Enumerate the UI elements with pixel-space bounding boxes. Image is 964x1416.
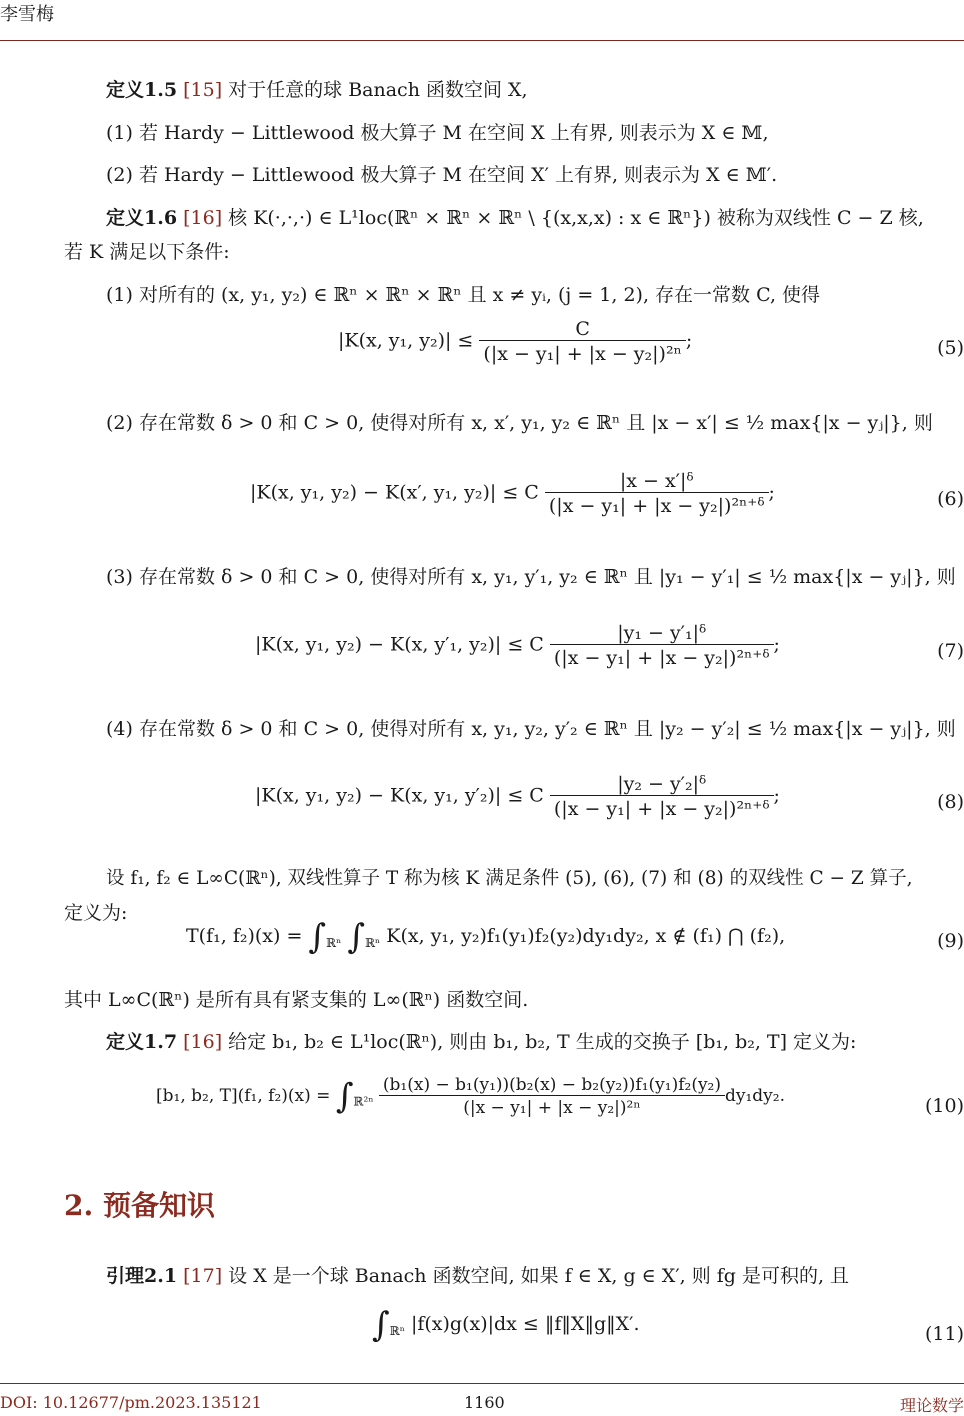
eq5-numerator: C	[575, 318, 590, 340]
def17-ref[interactable]: [16]	[183, 1031, 223, 1053]
equation-6	[250, 470, 775, 517]
footer-journal-name: 理论数学	[899, 1396, 964, 1415]
eq11-int-domain: ℝⁿ	[389, 1323, 405, 1338]
def16-cond3: (3) 存在常数 δ > 0 和 C > 0, 使得对所有 x, y₁, y′₁, y₂ ∈ ℝⁿ 且 |y₁ − y′₁| ≤ ½ max{|x − yⱼ|}, 则	[106, 566, 956, 588]
eq5-number: (5)	[937, 337, 964, 359]
eq5-fraction	[479, 318, 685, 365]
eq7-lhs: |K(x, y₁, y₂) − K(x, y′₁, y₂)| ≤ C	[255, 633, 544, 656]
eq8-tail: ;	[773, 784, 780, 807]
integral-sign: ∫	[372, 1305, 390, 1345]
integral-sign: ∫	[308, 917, 327, 957]
equation-11	[372, 1305, 640, 1345]
eq9-number: (9)	[937, 930, 964, 952]
header-rule	[0, 40, 964, 41]
eq8-number: (8)	[937, 791, 964, 813]
eq5-denominator: (|x − y₁| + |x − y₂|)²ⁿ	[479, 340, 685, 365]
eq6-lhs: |K(x, y₁, y₂) − K(x′, y₁, y₂)| ≤ C	[250, 481, 539, 504]
eq8-fraction	[550, 773, 774, 820]
eq6-numerator: |x − x′|ᵟ	[619, 470, 694, 492]
section-heading: 2. 预备知识	[64, 1189, 215, 1222]
def16-ref[interactable]: [16]	[183, 207, 223, 229]
def15-ref[interactable]: [15]	[183, 79, 223, 101]
equation-10	[156, 1075, 785, 1118]
eq10-number: (10)	[924, 1095, 964, 1117]
eq5-tail: ;	[685, 329, 693, 352]
def16-text2: 若 K 满足以下条件:	[64, 241, 230, 263]
equation-8	[255, 773, 780, 820]
eq11-body: |f(x)g(x)|dx ≤ ‖f‖X‖g‖X′.	[410, 1313, 640, 1335]
def16-cond4: (4) 存在常数 δ > 0 和 C > 0, 使得对所有 x, y₁, y₂, y′₂ ∈ ℝⁿ 且 |y₂ − y′₂| ≤ ½ max{|x − yⱼ|}, 则	[106, 718, 956, 740]
eq10-tail: dy₁dy₂.	[725, 1086, 786, 1106]
def16-line	[106, 203, 964, 230]
integral-sign: ∫	[335, 1076, 354, 1117]
eq9-body: K(x, y₁, y₂)f₁(y₁)f₂(y₂)dy₁dy₂, x ∉ (f₁) ⋂ (f₂),	[386, 925, 786, 947]
integral-sign: ∫	[347, 917, 366, 957]
eq10-int-domain: ℝ²ⁿ	[353, 1094, 374, 1109]
running-header-author: 李雪梅	[0, 4, 54, 25]
para-L: 其中 L∞C(ℝⁿ) 是所有具有紧支集的 L∞(ℝⁿ) 函数空间.	[64, 989, 529, 1011]
eq10-fraction	[379, 1075, 725, 1118]
eq7-fraction	[550, 622, 774, 669]
eq6-denominator: (|x − y₁| + |x − y₂|)²ⁿ⁺ᵟ	[545, 492, 769, 517]
equation-9	[186, 917, 786, 957]
def16-cond2: (2) 存在常数 δ > 0 和 C > 0, 使得对所有 x, x′, y₁, y₂ ∈ ℝⁿ 且 |x − x′| ≤ ½ max{|x − yⱼ|}, 则	[106, 412, 933, 434]
equation-5	[338, 318, 692, 365]
def17-text: 给定 b₁, b₂ ∈ L¹loc(ℝⁿ), 则由 b₁, b₂, T 生成的交换子 [b₁, b₂, T] 定义为:	[222, 1031, 857, 1053]
footer-rule	[0, 1383, 964, 1384]
def15-line	[106, 75, 964, 102]
lemma21-text: 设 X 是一个球 Banach 函数空间, 如果 f ∈ X, g ∈ X′, 则 fg 是可积的, 且	[222, 1265, 850, 1287]
def16-text: 核 K(·,·,·) ∈ L¹loc(ℝⁿ × ℝⁿ × ℝⁿ \ {(x,x,x) : x ∈ ℝⁿ}) 被称为双线性 C − Z 核,	[222, 207, 924, 229]
eq6-number: (6)	[937, 488, 964, 510]
def17-line	[106, 1027, 964, 1054]
eq7-numerator: |y₁ − y′₁|ᵟ	[617, 622, 707, 644]
para-T-line2: 定义为:	[64, 902, 128, 924]
eq7-number: (7)	[937, 640, 964, 662]
footer-doi-link[interactable]: DOI: 10.12677/pm.2023.135121	[0, 1393, 262, 1412]
def17-label: 定义1.7	[106, 1031, 178, 1053]
eq8-denominator: (|x − y₁| + |x − y₂|)²ⁿ⁺ᵟ	[550, 795, 774, 820]
def15-item1: (1) 若 Hardy − Littlewood 极大算子 M 在空间 X 上有界, 则表示为 X ∈ 𝕄,	[106, 122, 769, 144]
def16-label: 定义1.6	[106, 207, 178, 229]
eq7-denominator: (|x − y₁| + |x − y₂|)²ⁿ⁺ᵟ	[550, 644, 774, 669]
lemma21-line	[106, 1261, 964, 1288]
para-T-line1: 设 f₁, f₂ ∈ L∞C(ℝⁿ), 双线性算子 T 称为核 K 满足条件 (5), (6), (7) 和 (8) 的双线性 C − Z 算子,	[106, 868, 913, 889]
eq8-lhs: |K(x, y₁, y₂) − K(x, y₁, y′₂)| ≤ C	[255, 784, 544, 807]
eq5-lhs: |K(x, y₁, y₂)| ≤	[338, 329, 474, 352]
eq7-tail: ;	[773, 633, 780, 656]
footer-page-number: 1160	[464, 1393, 505, 1412]
lemma21-ref[interactable]: [17]	[183, 1265, 223, 1287]
lemma21-label: 引理2.1	[106, 1265, 178, 1287]
eq6-fraction	[545, 470, 769, 517]
equation-7	[255, 622, 780, 669]
eq9-int-domain-1: ℝⁿ	[326, 935, 342, 950]
eq9-int-domain-2: ℝⁿ	[365, 935, 381, 950]
def15-label: 定义1.5	[106, 79, 178, 101]
def16-cond1: (1) 对所有的 (x, y₁, y₂) ∈ ℝⁿ × ℝⁿ × ℝⁿ 且 x ≠ yᵢ, (j = 1, 2), 存在一常数 C, 使得	[106, 284, 821, 306]
eq9-lhs: T(f₁, f₂)(x) =	[186, 925, 303, 947]
eq6-tail: ;	[768, 481, 775, 504]
eq10-numerator: (b₁(x) − b₁(y₁))(b₂(x) − b₂(y₂))f₁(y₁)f₂(y₂)	[382, 1075, 721, 1095]
def15-item2: (2) 若 Hardy − Littlewood 极大算子 M 在空间 X′ 上有界, 则表示为 X ∈ 𝕄′.	[106, 164, 778, 186]
eq10-denominator: (|x − y₁| + |x − y₂|)²ⁿ	[379, 1095, 725, 1118]
def15-text: 对于任意的球 Banach 函数空间 X,	[222, 79, 528, 101]
eq11-number: (11)	[924, 1323, 964, 1345]
eq8-numerator: |y₂ − y′₂|ᵟ	[617, 773, 707, 795]
eq10-lhs: [b₁, b₂, T](f₁, f₂)(x) =	[156, 1086, 331, 1106]
